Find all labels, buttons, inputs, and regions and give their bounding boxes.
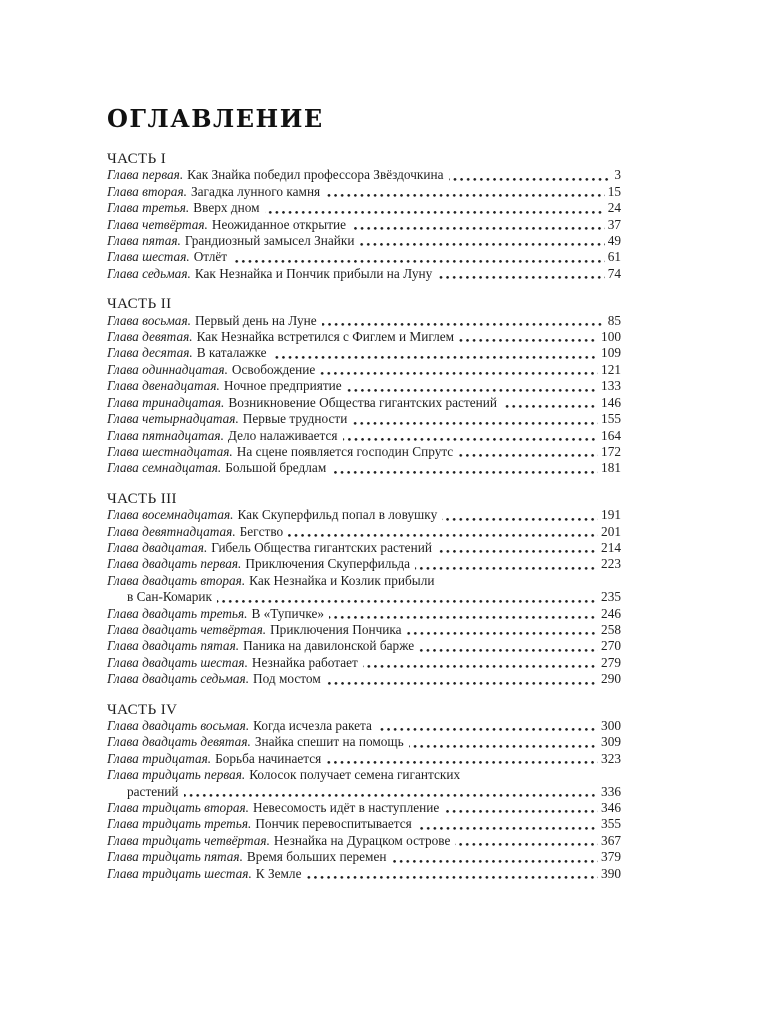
dot-leader [442, 518, 598, 521]
toc-section [107, 702, 621, 882]
page-number: 235 [601, 589, 621, 605]
page-number: 74 [607, 265, 621, 281]
toc-entry [107, 671, 621, 687]
chapter-title: Незнайка на Дурацком острове [273, 832, 451, 848]
chapter-title-wrap: растений [127, 783, 179, 799]
chapter-title: Большой бредлам [225, 460, 327, 476]
toc-entry-continuation [107, 784, 621, 800]
dot-leader [407, 632, 599, 635]
chapter-label: Глава тридцать четвёртая. [107, 832, 270, 848]
chapter-title: Загадка лунного камня [190, 183, 321, 199]
chapter-label: Глава двадцать вторая. [107, 572, 246, 588]
chapter-label: Глава одиннадцатая. [107, 361, 228, 377]
toc-entry [107, 217, 621, 233]
dot-leader [343, 438, 599, 441]
toc-entry [107, 428, 621, 444]
dot-leader [359, 243, 604, 246]
chapter-label: Глава тридцать вторая. [107, 800, 250, 816]
page-number: 181 [601, 460, 621, 476]
chapter-label: Глава вторая. [107, 183, 187, 199]
chapter-title: Дело налаживается [227, 427, 338, 443]
chapter-label: Глава двенадцатая. [107, 378, 220, 394]
dot-leader [232, 260, 605, 263]
chapter-title: Пончик перевоспитывается [255, 816, 412, 832]
page-number: 133 [601, 378, 621, 394]
page-number: 246 [601, 605, 621, 621]
page-number: 223 [601, 556, 621, 572]
toc-entry [107, 638, 621, 654]
page-number: 155 [601, 411, 621, 427]
dot-leader [419, 649, 598, 652]
page-number: 323 [601, 750, 621, 766]
page-title: ОГЛАВЛЕНИЕ [107, 104, 324, 133]
chapter-label: Глава двадцать восьмая. [107, 718, 250, 733]
toc-entry [107, 751, 621, 767]
page-number: 346 [601, 800, 621, 816]
chapter-label: Глава первая. [107, 167, 184, 183]
toc-entry [107, 734, 621, 750]
chapter-title: Как Скуперфильд попал в ловушку [237, 507, 438, 523]
chapter-title: Вверх дном [193, 200, 260, 216]
chapter-label: Глава тридцать третья. [107, 816, 252, 832]
chapter-title: К Земле [255, 865, 302, 881]
chapter-title: Как Незнайка и Козлик прибыли [249, 572, 435, 588]
chapter-title: Первый день на Луне [194, 312, 317, 328]
dot-leader [347, 389, 598, 392]
chapter-label: Глава пятнадцатая. [107, 427, 224, 443]
chapter-title: Невесомость идёт в наступление [253, 800, 440, 816]
chapter-label: Глава тридцатая. [107, 750, 212, 766]
chapter-title: Гибель Общества гигантских растений [211, 539, 432, 555]
chapter-label: Глава двадцать четвёртая. [107, 621, 267, 637]
chapter-title: Как Знайка победил профессора Звёздочкина [187, 167, 444, 183]
chapter-label: Глава четырнадцатая. [107, 411, 239, 427]
chapter-title: Как Незнайка встретился с Фиглем и Миглем [196, 329, 455, 345]
chapter-label: Глава двадцать третья. [107, 605, 248, 621]
chapter-label: Глава шестнадцатая. [107, 443, 233, 459]
page-number: 24 [607, 200, 621, 216]
page-number: 379 [601, 849, 621, 865]
toc-entry [107, 556, 621, 572]
chapter-title: Ночное предприятие [223, 378, 342, 394]
chapter-title: Приключения Скуперфильда [245, 556, 411, 572]
page-content [107, 106, 621, 882]
page-number: 100 [601, 329, 621, 345]
toc-entry [107, 411, 621, 427]
page-number: 390 [601, 865, 621, 881]
chapter-label: Глава девятнадцатая. [107, 523, 236, 539]
toc-entry [107, 378, 621, 394]
chapter-title: Приключения Пончика [270, 621, 402, 637]
dot-leader [409, 745, 598, 748]
chapter-title: Грандиозный замысел Знайки [184, 233, 355, 249]
section-heading: ЧАСТЬ I [107, 151, 167, 167]
toc-entry [107, 249, 621, 265]
chapter-label: Глава тринадцатая. [107, 394, 225, 410]
toc-entry [107, 345, 621, 361]
chapter-title: Время больших перемен [246, 849, 387, 865]
table-of-contents [107, 151, 621, 882]
section-heading: ЧАСТЬ IV [107, 701, 178, 718]
dot-leader [459, 339, 598, 342]
chapter-title: Отлёт [193, 249, 228, 265]
chapter-label: Глава шестая. [107, 249, 190, 265]
dot-leader [377, 728, 598, 731]
page-number: 146 [601, 394, 621, 410]
page-number: 49 [607, 233, 621, 249]
toc-section [107, 491, 621, 688]
dot-leader [322, 323, 605, 326]
page-number: 15 [607, 183, 621, 199]
chapter-title: Паника на давилонской барже [243, 638, 415, 654]
chapter-title: Неожиданное открытие [211, 216, 347, 232]
toc-entry [107, 395, 621, 411]
page-number: 121 [601, 361, 621, 377]
toc-section [107, 151, 621, 282]
chapter-label: Глава восьмая. [107, 312, 191, 328]
toc-entry-continuation [107, 589, 621, 605]
page-number: 3 [614, 167, 621, 183]
chapter-title: Борьба начинается [215, 750, 322, 766]
section-heading: ЧАСТЬ III [107, 490, 177, 507]
dot-leader [391, 860, 598, 863]
page-number: 367 [601, 832, 621, 848]
page-number: 258 [601, 621, 621, 637]
page-number: 279 [601, 654, 621, 670]
chapter-label: Глава тридцать первая. [107, 767, 246, 783]
dot-leader [458, 454, 598, 457]
chapter-label: Глава тридцать пятая. [107, 849, 243, 865]
page-number: 201 [601, 523, 621, 539]
chapter-title: Знайка спешит на помощь [254, 734, 404, 750]
page-number: 61 [607, 249, 621, 265]
toc-entry [107, 573, 621, 589]
chapter-label: Глава двадцатая. [107, 539, 208, 555]
chapter-title-wrap: в Сан-Комарик [127, 589, 212, 605]
dot-leader [184, 794, 599, 797]
chapter-label: Глава двадцать первая. [107, 556, 242, 572]
section-heading: ЧАСТЬ II [107, 296, 172, 313]
toc-entry [107, 184, 621, 200]
dot-leader [217, 600, 598, 603]
page-number: 309 [601, 734, 621, 750]
chapter-label: Глава пятая. [107, 233, 181, 249]
page-number: 85 [607, 312, 621, 328]
chapter-title: Как Незнайка и Пончик прибыли на Луну [194, 265, 433, 281]
chapter-label: Глава десятая. [107, 345, 193, 361]
toc-entry [107, 313, 621, 329]
page-number: 109 [601, 345, 621, 361]
toc-entry [107, 655, 621, 671]
toc-entry [107, 622, 621, 638]
chapter-label: Глава третья. [107, 200, 190, 216]
toc-entry [107, 460, 621, 476]
toc-entry [107, 266, 621, 282]
toc-entry [107, 167, 621, 183]
toc-entry [107, 233, 621, 249]
chapter-title: Под мостом [253, 671, 321, 687]
dot-leader [415, 567, 598, 570]
page-number: 270 [601, 638, 621, 654]
toc-entry [107, 800, 621, 816]
chapter-label: Глава двадцать седьмая. [107, 671, 250, 687]
chapter-title: На сцене появляется господин Спрутс [236, 443, 454, 459]
dot-leader [502, 405, 598, 408]
page-number: 214 [601, 539, 621, 555]
dot-leader [437, 550, 598, 553]
toc-entry [107, 362, 621, 378]
dot-leader [449, 178, 612, 181]
dot-leader [325, 194, 605, 197]
chapter-title: В каталажке [196, 345, 267, 361]
toc-entry [107, 606, 621, 622]
toc-entry [107, 524, 621, 540]
toc-entry [107, 833, 621, 849]
chapter-title: Освобождение [231, 361, 316, 377]
toc-entry [107, 329, 621, 345]
toc-entry [107, 767, 621, 783]
page-number: 290 [601, 671, 621, 687]
dot-leader [329, 616, 598, 619]
dot-leader [455, 843, 598, 846]
chapter-title: Возникновение Общества гигантских растений [228, 394, 498, 410]
chapter-title: Первые трудности [242, 411, 348, 427]
toc-entry [107, 718, 621, 734]
toc-entry [107, 849, 621, 865]
dot-leader [444, 810, 598, 813]
toc-entry [107, 540, 621, 556]
chapter-label: Глава семнадцатая. [107, 460, 222, 476]
dot-leader [437, 276, 604, 279]
page-number: 336 [601, 783, 621, 799]
page-number: 172 [601, 443, 621, 459]
chapter-label: Глава четвёртая. [107, 216, 208, 232]
page-number: 37 [607, 216, 621, 232]
dot-leader [417, 827, 598, 830]
chapter-label: Глава восемнадцатая. [107, 507, 234, 523]
page-number: 355 [601, 816, 621, 832]
toc-entry [107, 444, 621, 460]
chapter-title: Колосок получает семена гигантских [249, 767, 461, 783]
toc-entry [107, 866, 621, 882]
dot-leader [272, 356, 599, 359]
page-number: 164 [601, 427, 621, 443]
dot-leader [306, 876, 598, 879]
chapter-title: Незнайка работает [251, 654, 358, 670]
page-number: 300 [601, 718, 621, 733]
chapter-title: В «Тупичке» [251, 605, 325, 621]
toc-entry [107, 507, 621, 523]
toc-entry [107, 816, 621, 832]
dot-leader [363, 665, 598, 668]
dot-leader [331, 471, 598, 474]
dot-leader [352, 422, 598, 425]
dot-leader [320, 372, 598, 375]
dot-leader [326, 682, 598, 685]
dot-leader [351, 227, 605, 230]
chapter-label: Глава тридцать шестая. [107, 865, 252, 881]
dot-leader [288, 534, 598, 537]
chapter-label: Глава девятая. [107, 329, 193, 345]
chapter-label: Глава седьмая. [107, 265, 191, 281]
dot-leader [265, 211, 605, 214]
chapter-label: Глава двадцать пятая. [107, 638, 240, 654]
chapter-title: Бегство [239, 523, 284, 539]
toc-section [107, 296, 621, 476]
dot-leader [326, 761, 598, 764]
chapter-title: Когда исчезла ракета [253, 718, 372, 733]
toc-entry [107, 200, 621, 216]
chapter-label: Глава двадцать девятая. [107, 734, 251, 750]
page-number: 191 [601, 507, 621, 523]
chapter-label: Глава двадцать шестая. [107, 654, 248, 670]
